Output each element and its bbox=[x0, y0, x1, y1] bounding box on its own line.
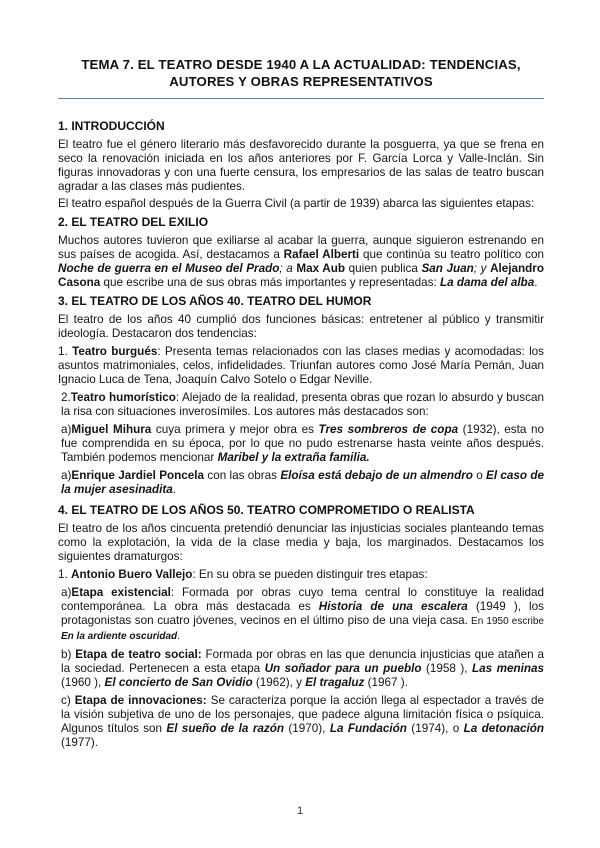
work-title: La Fundación bbox=[329, 722, 407, 735]
item-number: a) bbox=[61, 423, 72, 436]
section-2-paragraph bbox=[58, 234, 544, 290]
work-title: La dama del alba bbox=[440, 276, 535, 289]
item-number: c) bbox=[61, 694, 75, 707]
text-run: (1977). bbox=[61, 736, 99, 749]
text-run: quien publica bbox=[345, 262, 422, 275]
section-4-stage-b bbox=[58, 648, 544, 690]
work-title: San Juan bbox=[421, 262, 474, 275]
text-run: : Formada por obras cuyo tema central lo constituye la realidad contemporánea. La obra más destacada es bbox=[61, 586, 544, 613]
item-label: Teatro humorístico bbox=[70, 391, 176, 404]
text-run: (1967 ). bbox=[364, 676, 408, 689]
text-run: : Alejado de la realidad, presenta obras que rozan lo absurdo y buscan la risa con situaciones inverosímiles. Los autores más destacados son: bbox=[61, 391, 544, 418]
text-run: (1974), o bbox=[406, 722, 464, 735]
item-number: 1. bbox=[58, 345, 73, 358]
text-run: que escribe una de sus obras más importantes y representadas: bbox=[100, 276, 441, 289]
text-run: (1932), esta no fue comprendida en su época, por lo que no pudo estrenarse hasta veinte años después. También podemos mencionar bbox=[61, 423, 544, 464]
work-title: El sueño de la razón bbox=[166, 722, 284, 735]
section-4-buero bbox=[58, 568, 544, 582]
section-3-jardiel bbox=[58, 469, 544, 497]
work-title: Tres sombreros de copa bbox=[318, 423, 459, 436]
section-3-heading: 3. EL TEATRO DE LOS AÑOS 40. TEATRO DEL HUMOR bbox=[58, 294, 372, 308]
section-3-item-2 bbox=[58, 391, 544, 419]
text-run: (1962), y bbox=[252, 676, 306, 689]
section-4-intro: El teatro de los años cincuenta pretendió denunciar las injusticias sociales planteando temas como la explotación, la vida de la clase media y baja, los marginados. Destacamos los siguientes dramaturgos: bbox=[58, 522, 544, 563]
item-number: a) bbox=[61, 469, 72, 482]
work-title: Las meninas bbox=[471, 662, 544, 675]
text-run: . bbox=[172, 483, 176, 496]
text-run: o bbox=[472, 469, 487, 482]
text-run: En 1950 escribe bbox=[467, 616, 544, 627]
section-4-stage-c bbox=[58, 694, 544, 750]
author-name: Alejandro Casona bbox=[58, 262, 544, 289]
text-run: cuya primera y mejor obra es bbox=[151, 423, 319, 436]
text-run: : En su obra se pueden distinguir tres etapas: bbox=[192, 568, 428, 581]
text-run: (1960 ), bbox=[61, 676, 105, 689]
text-run: (1970), bbox=[284, 722, 330, 735]
item-number: b) bbox=[61, 648, 76, 661]
text-run: : Presenta temas relacionados con las clases medias y acomodadas: los asuntos matrimoniales, celos, infidelidades. Triunfan autores como José María Pemán, Juan Ignacio Luca de Tena, Joaquín Calvo Sotelo o Edgar Neville. bbox=[58, 345, 545, 386]
work-title: Noche de guerra en el Museo del Prado bbox=[58, 262, 280, 275]
item-number: 2. bbox=[61, 391, 71, 404]
item-label: Etapa de teatro social: bbox=[75, 648, 202, 661]
text-run: Formada por obras en las que denuncia injusticias que atañen a la sociedad. Pertenecen a esta etapa bbox=[61, 648, 544, 675]
section-4-stage-a bbox=[58, 586, 544, 644]
section-1-paragraph-2: El teatro español después de la Guerra Civil (a partir de 1939) abarca las siguientes etapas: bbox=[58, 197, 535, 210]
work-title: Un soñador para un pueblo bbox=[264, 662, 422, 675]
text-run: con las obras bbox=[204, 469, 281, 482]
text-run: (1949 ), los protagonistas son cuatro jóvenes, vecinos en el último piso de una vieja casa. bbox=[61, 600, 544, 627]
section-4-heading: 4. EL TEATRO DE LOS AÑOS 50. TEATRO COMPROMETIDO O REALISTA bbox=[58, 503, 475, 517]
page-content bbox=[58, 56, 544, 750]
text-run: . bbox=[534, 276, 538, 289]
document-title bbox=[58, 56, 544, 90]
text-run: ; a bbox=[279, 262, 297, 275]
section-3-item-1 bbox=[58, 345, 544, 387]
work-title: En la ardiente oscuridad bbox=[61, 631, 178, 642]
author-name: Miguel Mihura bbox=[71, 423, 152, 436]
title-divider bbox=[58, 98, 544, 99]
text-run: . bbox=[177, 631, 180, 642]
title-line-2: AUTORES Y OBRAS REPRESENTATIVOS bbox=[169, 74, 433, 89]
author-name: Antonio Buero Vallejo bbox=[71, 568, 193, 581]
section-1-heading: 1. INTRODUCCIÓN bbox=[58, 119, 165, 133]
author-name: Enrique Jardiel Poncela bbox=[71, 469, 205, 482]
text-run: Se caracteriza porque la acción llega al espectador a través de la visión subjetiva de uno de los personajes, que padece alguna limitación física o psíquica. Algunos títulos son bbox=[61, 694, 544, 735]
item-number: a) bbox=[61, 586, 72, 599]
work-title: El caso de la mujer asesinadita bbox=[61, 469, 544, 496]
author-name: Max Aub bbox=[296, 262, 345, 275]
work-title: La detonación bbox=[463, 722, 544, 735]
page-number: 1 bbox=[296, 805, 304, 817]
item-label: Etapa existencial bbox=[71, 586, 171, 599]
work-title: Historia de una escalera bbox=[318, 600, 468, 613]
section-3-intro: El teatro de los años 40 cumplió dos funciones básicas: entretener al público y transmitir ideología. Destacaron dos tendencias: bbox=[58, 313, 544, 340]
work-title: El concierto de San Ovidio bbox=[104, 676, 253, 689]
section-1-paragraph-1: El teatro fue el género literario más desfavorecido durante la posguerra, ya que se frena en seco la renovación iniciada en los años anteriores por F. García Lorca y Valle-Inclán. Sin figuras innovadoras y con una fuerte censura, los empresarios de las salas de teatro buscan agradar a las clases más pudientes. bbox=[58, 138, 544, 193]
text-run: que continúa su teatro político con bbox=[359, 248, 544, 261]
work-title: Maribel y la extraña familia. bbox=[217, 451, 370, 464]
title-line-1: TEMA 7. EL TEATRO DESDE 1940 A LA ACTUALIDAD: TENDENCIAS, bbox=[81, 57, 521, 72]
text-run: Muchos autores tuvieron que exiliarse al acabar la guerra, aunque siguieron estrenando en sus países de acogida. Así, destacamos a bbox=[58, 234, 544, 261]
work-title: El tragaluz bbox=[305, 676, 365, 689]
author-name: Rafael Alberti bbox=[283, 248, 360, 261]
section-3-mihura bbox=[58, 423, 544, 465]
item-label: Etapa de innovaciones: bbox=[74, 694, 207, 707]
text-run: (1958 ), bbox=[421, 662, 472, 675]
item-number: 1. bbox=[58, 568, 71, 581]
work-title: Eloísa está debajo de un almendro bbox=[280, 469, 473, 482]
section-2-heading: 2. EL TEATRO DEL EXILIO bbox=[58, 215, 209, 229]
text-run: ; y bbox=[473, 262, 491, 275]
item-label: Teatro burgués bbox=[72, 345, 158, 358]
